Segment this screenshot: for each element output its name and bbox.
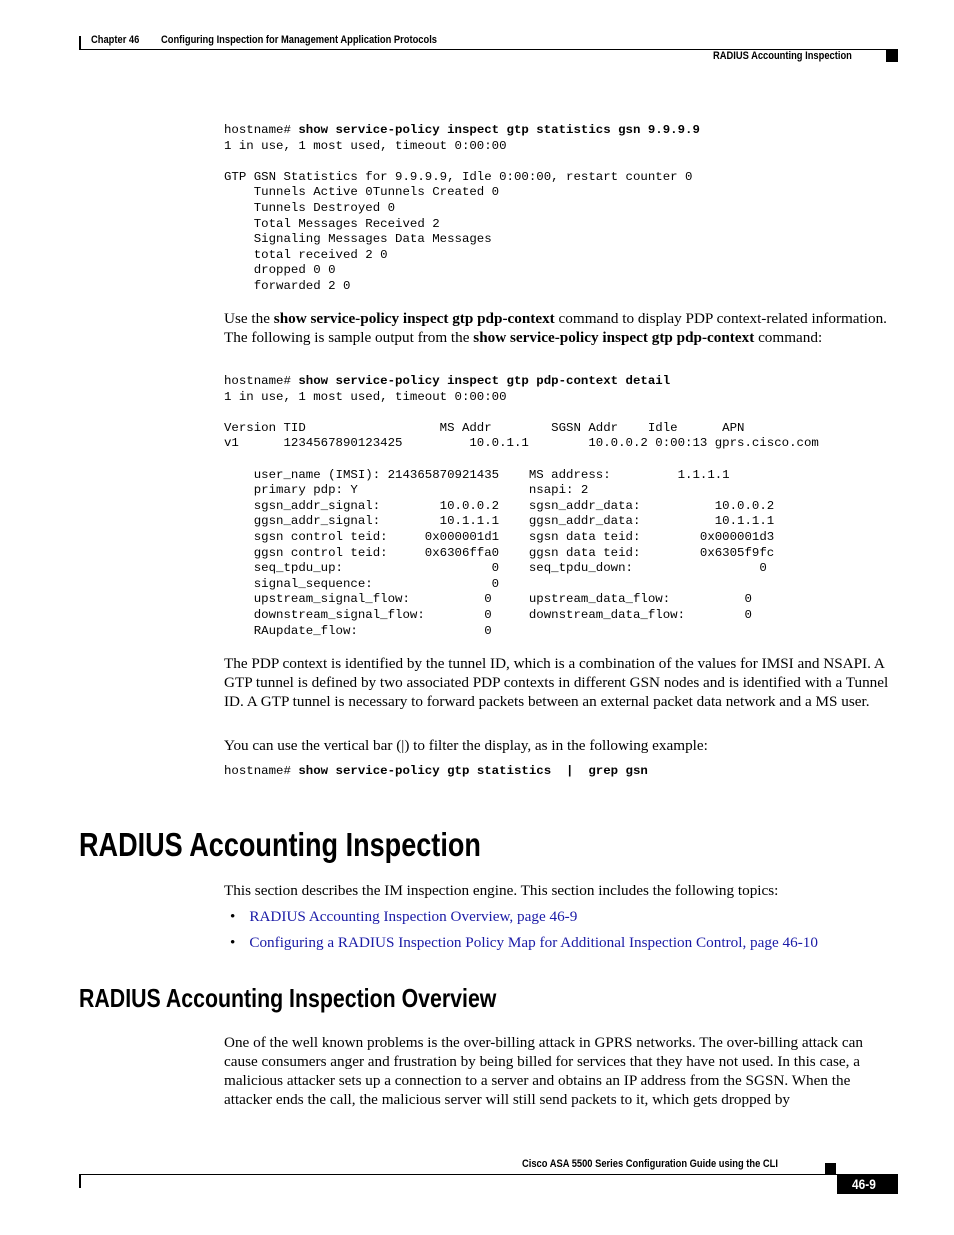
chapter-number: Chapter 46 [91,34,140,46]
link-policy-map[interactable]: Configuring a RADIUS Inspection Policy Map for Additional Inspection Control, page 46-10 [249,934,818,951]
code-line: 1 in use, 1 most used, timeout 0:00:00 [224,389,507,404]
code-line: GTP GSN Statistics for 9.9.9.9, Idle 0:00:00, restart counter 0 [224,169,693,184]
prompt: hostname# [224,123,299,137]
code-line: forwarded 2 0 [224,278,351,293]
code-block-gsn-stats [224,123,700,295]
code-line: Signaling Messages Data Messages [224,232,492,247]
chapter-title: Configuring Inspection for Management Application Protocols [161,34,438,46]
code-line: user_name (IMSI): 214365870921435 MS address: 1.1.1.1 [224,467,730,482]
heading-radius-accounting: RADIUS Accounting Inspection [79,826,481,863]
code-line: upstream_signal_flow: 0 upstream_data_flow: 0 [224,592,752,607]
command: show service-policy inspect gtp statistics gsn 9.9.9.9 [298,123,700,137]
footer-marker [825,1163,836,1174]
link-overview[interactable]: RADIUS Accounting Inspection Overview, page 46-9 [249,908,578,925]
list-item: • Configuring a RADIUS Inspection Policy Map for Additional Inspection Control, page 46-10 [230,934,818,951]
code-line: primary pdp: Y nsapi: 2 [224,483,589,498]
code-block-pdp-context [224,374,819,639]
footer-rule [79,1174,898,1175]
paragraph-overview: One of the well known problems is the over-billing attack in GPRS networks. The over-billing attack can cause consumers anger and frustration by being billed for services that they have not used. In this case, a malicious attacker sets up a connection to a server and obtains an IP address from the SGSN. When the attacker ends the call, the malicious server will still send packets to it, which gets dropped by [224,1034,863,1108]
code-line: signal_sequence: 0 [224,576,500,591]
code-line: 1 in use, 1 most used, timeout 0:00:00 [224,138,507,153]
code-line: sgsn_addr_signal: 10.0.0.2 sgsn_addr_data: 10.0.0.2 [224,498,775,513]
prompt: hostname# [224,374,299,388]
command: show service-policy inspect gtp pdp-context detail [298,374,671,388]
page-number: 46-9 [852,1176,876,1192]
code-line: Version TID MS Addr SGSN Addr Idle APN [224,420,745,435]
header-left-bar [79,36,81,50]
heading-overview: RADIUS Accounting Inspection Overview [79,983,497,1013]
footer-left-bar [79,1174,81,1188]
code-block-grep [224,764,648,780]
paragraph-section-intro: This section describes the IM inspection engine. This section includes the following topics: [224,882,779,899]
section-title: RADIUS Accounting Inspection [713,50,852,62]
code-line: v1 1234567890123425 10.0.1.1 10.0.0.2 0:00:13 gprs.cisco.com [224,436,819,451]
code-line: total received 2 0 [224,247,388,262]
header-marker [886,50,898,62]
code-line: ggsn_addr_signal: 10.1.1.1 ggsn_addr_data: 10.1.1.1 [224,514,775,529]
code-line: Total Messages Received 2 [224,216,440,231]
book-title: Cisco ASA 5500 Series Configuration Guide using the CLI [522,1158,778,1170]
paragraph-pdp-explanation: The PDP context is identified by the tunnel ID, which is a combination of the values for IMSI and NSAPI. A GTP tunnel is defined by two associated PDP contexts in different GSN nodes and is identified with a Tunnel ID. A GTP tunnel is necessary to forward packets between an external packet data network and a MS user. [224,655,889,710]
code-line: seq_tpdu_up: 0 seq_tpdu_down: 0 [224,561,767,576]
code-line: downstream_signal_flow: 0 downstream_data_flow: 0 [224,607,752,622]
code-line: Tunnels Destroyed 0 [224,200,396,215]
paragraph-pdp-intro: Use the show service-policy inspect gtp pdp-context command to display PDP context-related information. The following is sample output from the show service-policy inspect gtp pdp-context command: [224,310,887,346]
code-line: sgsn control teid: 0x000001d1 sgsn data teid: 0x000001d3 [224,529,775,544]
prompt: hostname# [224,764,299,778]
code-line: dropped 0 0 [224,263,336,278]
list-item: • RADIUS Accounting Inspection Overview, page 46-9 [230,908,578,925]
code-line: Tunnels Active 0Tunnels Created 0 [224,185,500,200]
command: show service-policy gtp statistics | grep gsn [298,764,648,778]
paragraph-filter: You can use the vertical bar (|) to filter the display, as in the following example: [224,737,708,754]
code-line: ggsn control teid: 0x6306ffa0 ggsn data teid: 0x6305f9fc [224,545,775,560]
code-line: RAupdate_flow: 0 [224,623,492,638]
